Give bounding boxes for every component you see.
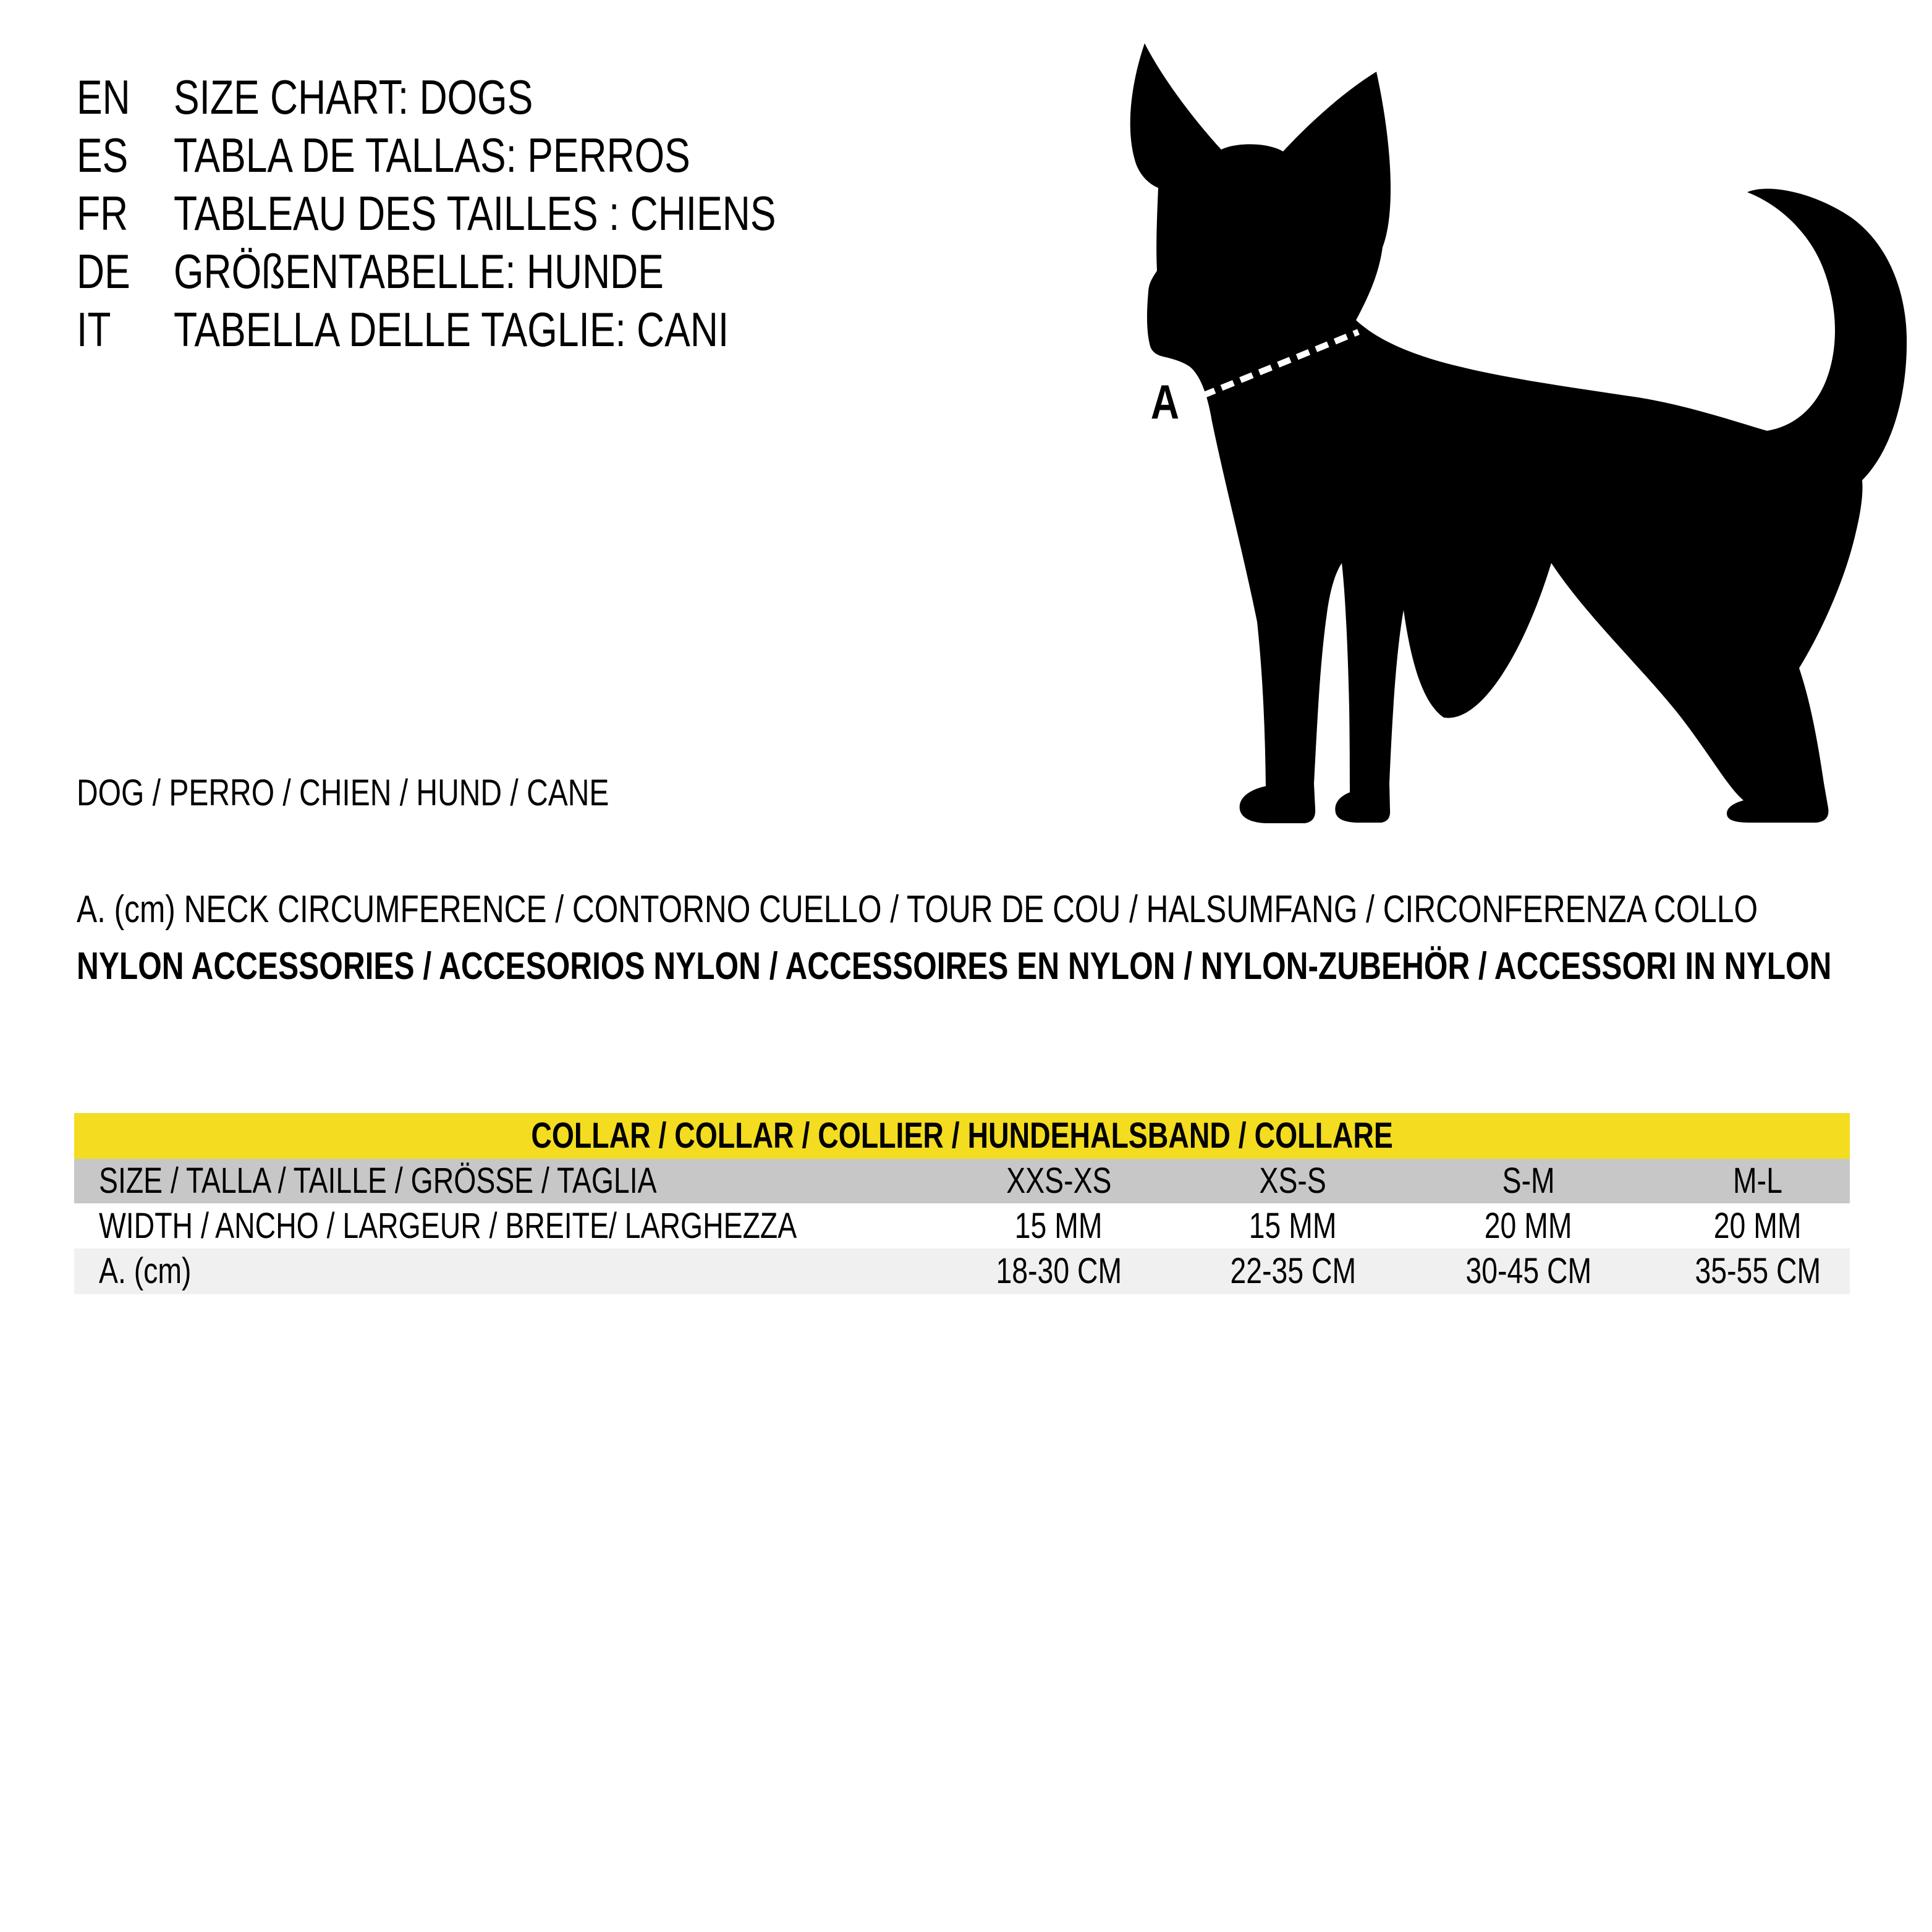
page-title: SIZE CHART: DOGS: [174, 70, 533, 124]
measure-note: [77, 888, 1932, 931]
cell-value: 22-35 CM: [1230, 1251, 1356, 1291]
language-code: IT: [77, 302, 111, 357]
material-note-text: NYLON ACCESSORIES / ACCESORIOS NYLON / ACCESSOIRES EN NYLON / NYLON-ZUBEHÖR / ACCESSORI IN NYLON: [77, 945, 1832, 988]
figure-caption: [77, 771, 742, 814]
cell-value: S-M: [1502, 1161, 1555, 1201]
row-label-width: WIDTH / ANCHO / LARGEUR / BREITE/ LARGHEZZA: [99, 1205, 797, 1246]
list-item: [77, 69, 1004, 127]
cell-value: 20 MM: [1485, 1205, 1572, 1246]
measure-point-a-label: A: [1150, 375, 1180, 430]
material-note: [77, 944, 1932, 988]
page-title-de: GRÖßENTABELLE: HUNDE: [174, 244, 664, 299]
row-label-size: SIZE / TALLA / TAILLE / GRÖSSE / TAGLIA: [99, 1161, 657, 1201]
language-code: ES: [77, 128, 129, 182]
cell-value: 30-45 CM: [1465, 1251, 1591, 1291]
measure-note-text: A. (cm) NECK CIRCUMFERENCE / CONTORNO CUELLO / TOUR DE COU / HALSUMFANG / CIRCONFERENZA COLLO: [77, 888, 1758, 931]
cell-value: M-L: [1733, 1161, 1782, 1201]
cell-value: 18-30 CM: [996, 1251, 1122, 1291]
page-title-fr: TABLEAU DES TAILLES : CHIENS: [174, 186, 776, 240]
language-code: FR: [77, 186, 129, 240]
table-row: [74, 1248, 1850, 1294]
cell-value: 20 MM: [1714, 1205, 1802, 1246]
cell-value: 15 MM: [1249, 1205, 1337, 1246]
row-label-a-cm: A. (cm): [99, 1251, 192, 1291]
cell-value: 35-55 CM: [1695, 1251, 1821, 1291]
list-item: [77, 244, 1004, 302]
language-code: DE: [77, 244, 130, 299]
language-title-list: [77, 69, 1004, 360]
language-code: EN: [77, 70, 130, 124]
list-item: [77, 302, 1004, 360]
table-row: [74, 1203, 1850, 1248]
page-title-it: TABELLA DELLE TAGLIE: CANI: [174, 302, 729, 357]
cell-value: XS-S: [1259, 1161, 1327, 1201]
table-row: [74, 1159, 1850, 1203]
page-title-es: TABLA DE TALLAS: PERROS: [174, 128, 690, 182]
dog-silhouette-icon: [1100, 25, 1916, 841]
table-header-text: COLLAR / COLLAR / COLLIER / HUNDEHALSBAND / COLLARE: [531, 1116, 1393, 1156]
cell-value: 15 MM: [1015, 1205, 1103, 1246]
collar-size-table: [74, 1113, 1850, 1294]
figure-caption-text: DOG / PERRO / CHIEN / HUND / CANE: [77, 772, 609, 813]
cell-value: XXS-XS: [1006, 1161, 1112, 1201]
list-item: [77, 185, 1004, 244]
list-item: [77, 127, 1004, 185]
dog-silhouette-shape: [1130, 43, 1907, 823]
table-header-row: [74, 1113, 1850, 1159]
dog-figure: [1100, 25, 1916, 841]
